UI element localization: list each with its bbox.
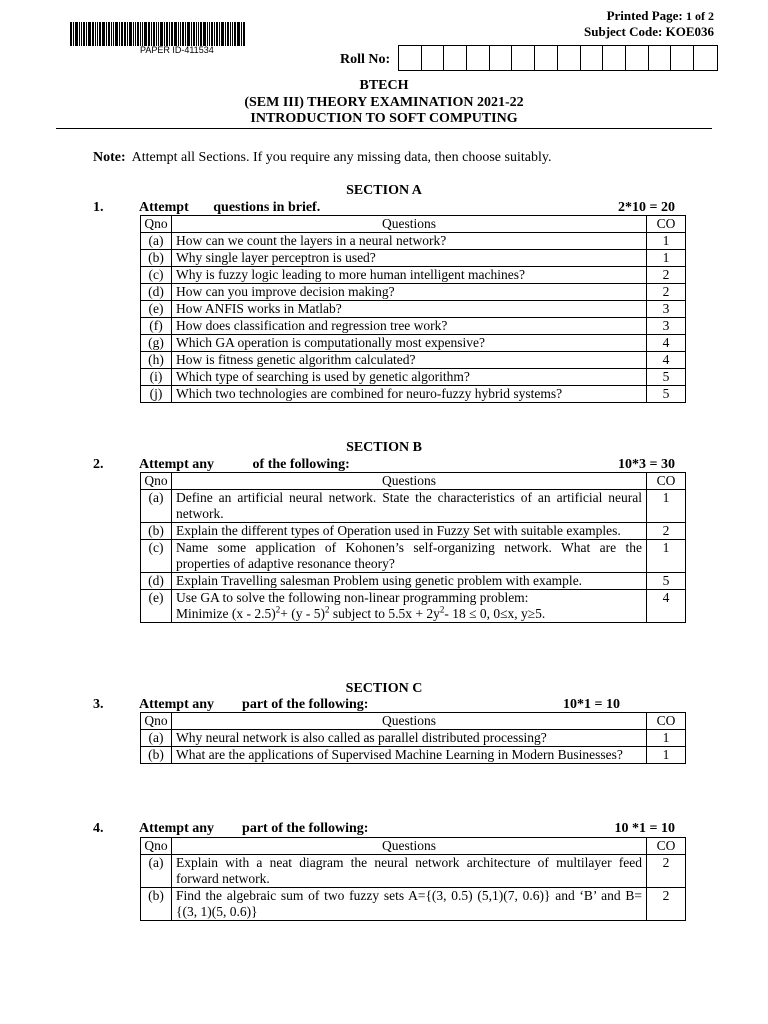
barcode-bar xyxy=(124,22,126,46)
table-row xyxy=(141,233,686,250)
table-row xyxy=(141,523,686,540)
barcode-bar xyxy=(70,22,72,46)
barcode-bar xyxy=(129,22,132,46)
table-row xyxy=(141,250,686,267)
roll-no-label: Roll No: xyxy=(340,52,391,67)
question-number-cell: (c) xyxy=(141,540,172,573)
barcode-bar xyxy=(95,22,96,46)
roll-no-box[interactable] xyxy=(581,46,604,70)
co-cell: 1 xyxy=(647,490,686,523)
barcode-bar xyxy=(191,22,192,46)
co-cell: 5 xyxy=(647,386,686,403)
subject-title: INTRODUCTION TO SOFT COMPUTING xyxy=(250,111,518,126)
barcode-bar xyxy=(225,22,226,46)
co-cell: 4 xyxy=(647,352,686,369)
questions-header: Questions xyxy=(172,473,647,490)
table-row xyxy=(141,386,686,403)
barcode-bar xyxy=(207,22,208,46)
barcode-bar xyxy=(211,22,213,46)
co-cell: 1 xyxy=(647,250,686,267)
question-text-cell xyxy=(172,267,647,284)
table-row xyxy=(141,301,686,318)
question-text: Explain Travelling salesman Problem using genetic problem with example. xyxy=(176,573,583,588)
question-number-cell: (b) xyxy=(141,523,172,540)
question-text: Why is fuzzy logic leading to more human intelligent machines? xyxy=(176,267,526,282)
question-number-cell: (b) xyxy=(141,747,172,764)
co-header: CO xyxy=(647,216,686,233)
question-text-cell xyxy=(172,386,647,403)
barcode-bar xyxy=(75,22,78,46)
printed-page-label: Printed Page: xyxy=(606,8,683,23)
barcode-bar xyxy=(97,22,98,46)
barcode-bar xyxy=(127,22,128,46)
table-header-row xyxy=(141,713,686,730)
barcode-bar xyxy=(83,22,85,46)
formula-exponent: 2 xyxy=(275,604,281,615)
question-text-cell xyxy=(172,540,647,573)
question-1-heading xyxy=(93,200,675,216)
co-cell: 5 xyxy=(647,573,686,590)
table-row xyxy=(141,888,686,921)
co-cell: 2 xyxy=(647,888,686,921)
section-b-title: SECTION B xyxy=(346,440,422,455)
question-text: How does classification and regression tree work? xyxy=(176,318,448,333)
barcode-bar xyxy=(137,22,139,46)
question-number-cell: (h) xyxy=(141,352,172,369)
question-4-table xyxy=(140,837,686,921)
question-number: 4. xyxy=(93,821,104,836)
barcode-bar xyxy=(99,22,101,46)
formula-exponent: 2 xyxy=(324,604,330,615)
barcode-bar xyxy=(102,22,105,46)
question-text: How is fitness genetic algorithm calculated? xyxy=(176,352,416,367)
header-divider xyxy=(56,128,712,129)
question-instruction: Attempt any part of the following: xyxy=(139,821,369,836)
question-number-cell: (b) xyxy=(141,250,172,267)
table-row xyxy=(141,590,686,623)
qno-header: Qno xyxy=(141,838,172,855)
co-header: CO xyxy=(647,838,686,855)
barcode-bar xyxy=(144,22,147,46)
table-row xyxy=(141,855,686,888)
question-2-heading xyxy=(93,457,675,473)
degree-title: BTECH xyxy=(359,78,409,93)
qno-header: Qno xyxy=(141,216,172,233)
question-number: 1. xyxy=(93,200,104,215)
question-number-cell: (c) xyxy=(141,267,172,284)
barcode-bar xyxy=(234,22,236,46)
barcode-bar xyxy=(209,22,210,46)
question-number-cell: (e) xyxy=(141,301,172,318)
question-number-cell: (a) xyxy=(141,855,172,888)
question-text-cell xyxy=(172,888,647,921)
barcode-bar xyxy=(73,22,74,46)
co-cell: 2 xyxy=(647,855,686,888)
barcode-bar xyxy=(140,22,141,46)
roll-no-box[interactable] xyxy=(422,46,445,70)
barcode-bar xyxy=(232,22,233,46)
question-text: Use GA to solve the following non-linear programming problem: xyxy=(176,590,529,605)
question-number-cell: (b) xyxy=(141,888,172,921)
barcode-bar xyxy=(182,22,184,46)
barcode-bar xyxy=(196,22,197,46)
questions-header: Questions xyxy=(172,838,647,855)
barcode-bar xyxy=(160,22,163,46)
co-cell: 3 xyxy=(647,301,686,318)
co-cell: 4 xyxy=(647,590,686,623)
table-row xyxy=(141,747,686,764)
question-text: Which GA operation is computationally most expensive? xyxy=(176,335,485,350)
table-row xyxy=(141,335,686,352)
exam-title: (SEM III) THEORY EXAMINATION 2021-22 xyxy=(244,95,524,110)
question-number-cell: (a) xyxy=(141,730,172,747)
co-cell: 2 xyxy=(647,284,686,301)
question-3-heading xyxy=(93,697,620,713)
barcode xyxy=(70,22,298,46)
co-cell: 1 xyxy=(647,730,686,747)
barcode-bar xyxy=(158,22,159,46)
barcode-bar xyxy=(171,22,173,46)
barcode-bar xyxy=(106,22,107,46)
table-header-row xyxy=(141,473,686,490)
barcode-bar xyxy=(121,22,123,46)
barcode-bar xyxy=(111,22,112,46)
table-row xyxy=(141,730,686,747)
question-text-cell xyxy=(172,335,647,352)
question-formula xyxy=(176,606,642,622)
question-text: What are the applications of Supervised Machine Learning in Modern Businesses? xyxy=(176,747,623,762)
printed-page-value: 1 of 2 xyxy=(686,9,714,23)
barcode-bar xyxy=(243,22,245,46)
barcode-bar xyxy=(164,22,165,46)
barcode-bar xyxy=(156,22,157,46)
question-text-cell xyxy=(172,250,647,267)
barcode-bar xyxy=(115,22,118,46)
questions-header: Questions xyxy=(172,713,647,730)
formula-exponent: 2 xyxy=(439,604,445,615)
question-text-cell xyxy=(172,747,647,764)
question-number: 2. xyxy=(93,457,104,472)
table-row xyxy=(141,573,686,590)
question-text: Name some application of Kohonen’s self-organizing network. What are the properties of adaptive resonance theory? xyxy=(176,540,642,571)
barcode-bar xyxy=(113,22,114,46)
qno-header: Qno xyxy=(141,713,172,730)
question-text-cell xyxy=(172,284,647,301)
roll-no-box[interactable] xyxy=(467,46,490,70)
co-header: CO xyxy=(647,473,686,490)
question-text: How can you improve decision making? xyxy=(176,284,395,299)
table-header-row xyxy=(141,216,686,233)
question-number-cell: (a) xyxy=(141,233,172,250)
question-text-cell xyxy=(172,233,647,250)
barcode-bar xyxy=(88,22,91,46)
formula-part: - 18 ≤ 0, 0≤x, y≥5. xyxy=(444,606,546,621)
question-text-cell xyxy=(172,855,647,888)
note-text: Attempt all Sections. If you require any missing data, then choose suitably. xyxy=(131,150,552,165)
questions-header: Questions xyxy=(172,216,647,233)
roll-no-box[interactable] xyxy=(626,46,649,70)
question-text-cell xyxy=(172,318,647,335)
roll-no-boxes xyxy=(398,45,718,71)
co-cell: 2 xyxy=(647,523,686,540)
table-row xyxy=(141,284,686,301)
question-number-cell: (d) xyxy=(141,284,172,301)
barcode-bar xyxy=(203,22,206,46)
co-cell: 4 xyxy=(647,335,686,352)
roll-no-box[interactable] xyxy=(694,46,717,70)
barcode-bar xyxy=(214,22,215,46)
formula-part: subject to 5.5x + 2y xyxy=(329,606,440,621)
question-text-cell xyxy=(172,490,647,523)
section-c-title: SECTION C xyxy=(345,681,423,696)
question-text: Explain with a neat diagram the neural network architecture of multilayer feed forward network. xyxy=(176,855,642,886)
barcode-bar xyxy=(86,22,87,46)
co-cell: 1 xyxy=(647,540,686,573)
barcode-bar xyxy=(153,22,155,46)
question-text: How can we count the layers in a neural network? xyxy=(176,233,447,248)
section-b-table xyxy=(140,472,686,623)
co-cell: 2 xyxy=(647,267,686,284)
barcode-bar xyxy=(221,22,224,46)
subject-code: Subject Code: KOE036 xyxy=(584,24,714,39)
barcode-bar xyxy=(142,22,143,46)
question-text-cell xyxy=(172,301,647,318)
table-header-row xyxy=(141,838,686,855)
barcode-bar xyxy=(166,22,168,46)
barcode-bar xyxy=(92,22,94,46)
barcode-bar xyxy=(174,22,177,46)
roll-no-box[interactable] xyxy=(603,46,626,70)
table-row xyxy=(141,352,686,369)
question-text: Which type of searching is used by genetic algorithm? xyxy=(176,369,470,384)
roll-no-box[interactable] xyxy=(399,46,422,70)
question-marks: 2*10 = 20 xyxy=(618,200,675,215)
section-c-table xyxy=(140,712,686,764)
barcode-bar xyxy=(193,22,195,46)
co-cell: 1 xyxy=(647,233,686,250)
barcode-bar xyxy=(185,22,186,46)
barcode-bar xyxy=(187,22,190,46)
barcode-bar xyxy=(135,22,136,46)
note xyxy=(93,150,551,166)
table-row xyxy=(141,267,686,284)
question-number: 3. xyxy=(93,697,104,712)
barcode-bar xyxy=(241,22,242,46)
question-text: Define an artificial neural network. State the characteristics of an artificial neural network. xyxy=(176,490,642,521)
formula-part: + (y - 5) xyxy=(280,606,325,621)
question-number-cell: (a) xyxy=(141,490,172,523)
barcode-bar xyxy=(216,22,218,46)
co-cell: 1 xyxy=(647,747,686,764)
question-instruction: Attempt any of the following: xyxy=(139,457,350,472)
question-number-cell: (j) xyxy=(141,386,172,403)
barcode-bar xyxy=(230,22,231,46)
barcode-bar xyxy=(119,22,120,46)
question-4-heading xyxy=(93,821,675,837)
barcode-bar xyxy=(227,22,229,46)
question-text: Find the algebraic sum of two fuzzy sets A={(3, 0.5) (5,1)(7, 0.6)} and ‘B’ and B={(3, 1)(5, 0.6)} xyxy=(176,888,642,919)
barcode-bar xyxy=(219,22,220,46)
question-text: Why single layer perceptron is used? xyxy=(176,250,376,265)
co-cell: 5 xyxy=(647,369,686,386)
roll-no-box[interactable] xyxy=(558,46,581,70)
barcode-bar xyxy=(151,22,152,46)
qno-header: Qno xyxy=(141,473,172,490)
table-row xyxy=(141,369,686,386)
question-number-cell: (f) xyxy=(141,318,172,335)
barcode-bar xyxy=(108,22,110,46)
question-text-cell xyxy=(172,523,647,540)
barcode-bar xyxy=(81,22,82,46)
barcode-bar xyxy=(200,22,202,46)
table-row xyxy=(141,490,686,523)
question-number-cell: (e) xyxy=(141,590,172,623)
barcode-bar xyxy=(169,22,170,46)
paper-id: PAPER ID-411534 xyxy=(140,45,214,55)
question-text-cell xyxy=(172,573,647,590)
note-label: Note: xyxy=(93,150,126,165)
question-text: Explain the different types of Operation used in Fuzzy Set with suitable examples. xyxy=(176,523,621,538)
question-instruction: Attempt questions in brief. xyxy=(139,200,321,215)
formula-part: Minimize (x - 2.5) xyxy=(176,606,276,621)
question-instruction: Attempt any part of the following: xyxy=(139,697,369,712)
question-text-cell xyxy=(172,352,647,369)
question-number-cell: (i) xyxy=(141,369,172,386)
question-marks: 10 *1 = 10 xyxy=(614,821,675,836)
question-text: Why neural network is also called as parallel distributed processing? xyxy=(176,730,547,745)
barcode-bar xyxy=(237,22,240,46)
barcode-bar xyxy=(79,22,80,46)
roll-no-box[interactable] xyxy=(490,46,513,70)
section-a-table xyxy=(140,215,686,403)
question-text-cell xyxy=(172,590,647,623)
question-number-cell: (d) xyxy=(141,573,172,590)
co-header: CO xyxy=(647,713,686,730)
section-a-title: SECTION A xyxy=(346,183,422,198)
roll-no-box[interactable] xyxy=(444,46,467,70)
roll-no-box[interactable] xyxy=(671,46,694,70)
barcode-bar xyxy=(178,22,179,46)
table-row xyxy=(141,540,686,573)
question-marks: 10*3 = 30 xyxy=(618,457,675,472)
question-text: Which two technologies are combined for neuro-fuzzy hybrid systems? xyxy=(176,386,563,401)
barcode-bar xyxy=(148,22,150,46)
co-cell: 3 xyxy=(647,318,686,335)
barcode-bar xyxy=(198,22,199,46)
table-row xyxy=(141,318,686,335)
question-text: How ANFIS works in Matlab? xyxy=(176,301,342,316)
roll-no-box[interactable] xyxy=(512,46,535,70)
roll-no-box[interactable] xyxy=(535,46,558,70)
question-number-cell: (g) xyxy=(141,335,172,352)
barcode-bar xyxy=(133,22,134,46)
question-marks: 10*1 = 10 xyxy=(563,697,620,712)
question-text-cell xyxy=(172,730,647,747)
printed-page-info xyxy=(584,8,714,40)
roll-no-box[interactable] xyxy=(649,46,672,70)
barcode-bar xyxy=(180,22,181,46)
question-text-cell xyxy=(172,369,647,386)
